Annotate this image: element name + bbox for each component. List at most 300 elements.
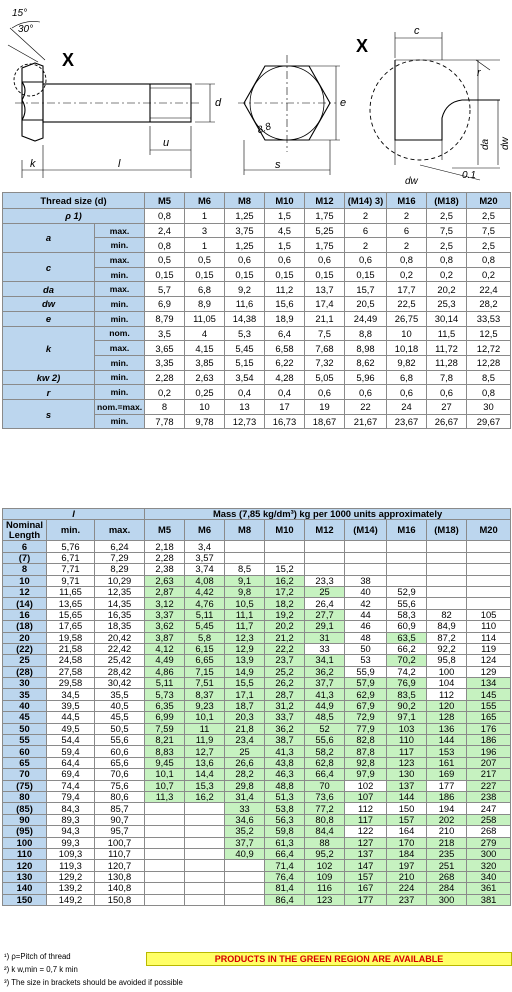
mass-value: 15,5 bbox=[225, 678, 265, 689]
mass-row bbox=[3, 678, 511, 689]
size-header: M5 bbox=[145, 193, 185, 209]
mass-value: 227 bbox=[467, 780, 511, 791]
mass-value: 11,3 bbox=[145, 791, 185, 802]
mass-value bbox=[145, 837, 185, 848]
dimension-value: 1,75 bbox=[305, 209, 345, 224]
mass-value: 340 bbox=[467, 871, 511, 882]
mass-value bbox=[427, 586, 467, 597]
mass-value: 120 bbox=[427, 700, 467, 711]
mass-value: 63,5 bbox=[387, 632, 427, 643]
mass-value: 81,4 bbox=[265, 883, 305, 894]
dimension-value: 13,7 bbox=[305, 282, 345, 297]
mass-row bbox=[3, 689, 511, 700]
dimension-value: 25,3 bbox=[427, 297, 467, 312]
mass-value: 51,3 bbox=[265, 791, 305, 802]
mass-value: 3,4 bbox=[185, 541, 225, 552]
length-min: 29,58 bbox=[47, 678, 95, 689]
mass-value: 28,2 bbox=[225, 769, 265, 780]
tolerance-label: 0.1 bbox=[462, 170, 476, 181]
dimension-value: 5,3 bbox=[225, 326, 265, 341]
mass-value: 102 bbox=[345, 780, 387, 791]
length-min: 54,4 bbox=[47, 735, 95, 746]
mass-value: 16,2 bbox=[265, 575, 305, 586]
dimension-value: 2 bbox=[387, 209, 427, 224]
mass-row bbox=[3, 757, 511, 768]
mass-value: 50 bbox=[345, 643, 387, 654]
dimension-value: 0,6 bbox=[265, 253, 305, 268]
mass-value: 37,7 bbox=[225, 837, 265, 848]
mass-value: 186 bbox=[427, 791, 467, 802]
size-header: (M18) bbox=[427, 193, 467, 209]
dimension-value: 10 bbox=[185, 399, 225, 414]
mass-value: 34,1 bbox=[305, 655, 345, 666]
dimension-value: 5,7 bbox=[145, 282, 185, 297]
mass-header-row-1 bbox=[3, 509, 511, 520]
mass-value: 3,62 bbox=[145, 621, 185, 632]
length-max: 75,6 bbox=[95, 780, 145, 791]
nominal-length: (22) bbox=[3, 643, 47, 654]
dimension-value: 21,67 bbox=[345, 414, 387, 429]
dimension-row bbox=[3, 399, 511, 414]
length-max: 55,6 bbox=[95, 735, 145, 746]
mass-value: 33 bbox=[305, 643, 345, 654]
length-max: 12,35 bbox=[95, 586, 145, 597]
dimension-value: 21,1 bbox=[305, 311, 345, 326]
size-header: M16 bbox=[387, 193, 427, 209]
dimension-value: 30,14 bbox=[427, 311, 467, 326]
mass-value: 3,57 bbox=[185, 552, 225, 563]
dim-d-label: d bbox=[215, 97, 222, 109]
mass-size-header: M20 bbox=[467, 520, 511, 541]
mass-value bbox=[145, 860, 185, 871]
mass-value: 29,8 bbox=[225, 780, 265, 791]
mass-value: 26,4 bbox=[305, 598, 345, 609]
mass-value: 44,9 bbox=[305, 700, 345, 711]
length-min: 17,65 bbox=[47, 621, 95, 632]
mass-value bbox=[145, 826, 185, 837]
mass-value bbox=[145, 803, 185, 814]
length-max: 30,42 bbox=[95, 678, 145, 689]
mass-value: 58,3 bbox=[387, 609, 427, 620]
mass-value: 10,1 bbox=[145, 769, 185, 780]
mass-value: 13,9 bbox=[225, 655, 265, 666]
mass-value: 5,8 bbox=[185, 632, 225, 643]
dimension-qualifier: min. bbox=[95, 370, 145, 385]
nominal-length: 70 bbox=[3, 769, 47, 780]
mass-value: 4,76 bbox=[185, 598, 225, 609]
mass-value: 10,1 bbox=[185, 712, 225, 723]
mass-value: 31,2 bbox=[265, 700, 305, 711]
mass-value: 224 bbox=[387, 883, 427, 894]
dimension-value: 10 bbox=[387, 326, 427, 341]
angle-bottom-label: 30° bbox=[18, 24, 34, 35]
dimension-value: 9,82 bbox=[387, 355, 427, 370]
mass-row bbox=[3, 735, 511, 746]
dimension-value: 26,75 bbox=[387, 311, 427, 326]
mass-value: 70,2 bbox=[387, 655, 427, 666]
mass-value: 5,11 bbox=[145, 678, 185, 689]
mass-value bbox=[265, 541, 305, 552]
dim-k-label: k bbox=[30, 158, 36, 170]
mass-value: 33 bbox=[225, 803, 265, 814]
dimension-value: 7,5 bbox=[467, 223, 511, 238]
bolt-head-front-view bbox=[238, 55, 340, 175]
mass-value: 23,4 bbox=[225, 735, 265, 746]
mass-value bbox=[467, 564, 511, 575]
mass-value: 137 bbox=[387, 780, 427, 791]
mass-value: 29,1 bbox=[305, 621, 345, 632]
dimension-value: 22 bbox=[345, 399, 387, 414]
mass-value: 56,3 bbox=[265, 814, 305, 825]
nominal-length: 35 bbox=[3, 689, 47, 700]
bolt-side-view bbox=[8, 22, 215, 178]
length-max: 50,5 bbox=[95, 723, 145, 734]
dimension-value: 0,6 bbox=[225, 253, 265, 268]
mass-value: 76,4 bbox=[265, 871, 305, 882]
mass-value: 9,1 bbox=[225, 575, 265, 586]
mass-value bbox=[345, 564, 387, 575]
dimension-value: 2,5 bbox=[467, 209, 511, 224]
dimension-value: 0,8 bbox=[467, 385, 511, 400]
mass-value: 153 bbox=[427, 746, 467, 757]
dimension-value: 11,72 bbox=[427, 341, 467, 356]
dimension-value: 3,54 bbox=[225, 370, 265, 385]
dimension-value: 5,05 bbox=[305, 370, 345, 385]
dimension-value: 12,73 bbox=[225, 414, 265, 429]
nominal-length: (18) bbox=[3, 621, 47, 632]
mass-value: 176 bbox=[467, 723, 511, 734]
mass-value: 9,23 bbox=[185, 700, 225, 711]
mass-value: 58,2 bbox=[305, 746, 345, 757]
mass-value: 12,3 bbox=[225, 632, 265, 643]
mass-value: 52,9 bbox=[387, 586, 427, 597]
mass-value: 218 bbox=[427, 837, 467, 848]
dimension-value: 26,67 bbox=[427, 414, 467, 429]
mass-row bbox=[3, 860, 511, 871]
mass-value: 210 bbox=[427, 826, 467, 837]
mass-value: 87,2 bbox=[427, 632, 467, 643]
nominal-length: (95) bbox=[3, 826, 47, 837]
mass-value: 177 bbox=[345, 894, 387, 905]
max-header: max. bbox=[95, 520, 145, 541]
dimension-value: 7,5 bbox=[305, 326, 345, 341]
dimension-value: 1 bbox=[185, 238, 225, 253]
dimension-value: 8,5 bbox=[467, 370, 511, 385]
nominal-length: 20 bbox=[3, 632, 47, 643]
mass-value: 157 bbox=[387, 814, 427, 825]
mass-value: 9,8 bbox=[225, 586, 265, 597]
mass-value: 97,1 bbox=[387, 712, 427, 723]
mass-row bbox=[3, 643, 511, 654]
dimension-value: 6,58 bbox=[265, 341, 305, 356]
mass-value bbox=[145, 894, 185, 905]
mass-value: 25,2 bbox=[265, 666, 305, 677]
mass-value: 186 bbox=[467, 735, 511, 746]
mass-value: 60,9 bbox=[387, 621, 427, 632]
mass-value: 27,7 bbox=[305, 609, 345, 620]
mass-value: 83,5 bbox=[387, 689, 427, 700]
length-max: 40,5 bbox=[95, 700, 145, 711]
mass-value: 35,2 bbox=[225, 826, 265, 837]
mass-value: 6,35 bbox=[145, 700, 185, 711]
dimension-row bbox=[3, 297, 511, 312]
mass-value: 258 bbox=[467, 814, 511, 825]
nominal-length: 90 bbox=[3, 814, 47, 825]
length-max: 70,6 bbox=[95, 769, 145, 780]
mass-value: 2,87 bbox=[145, 586, 185, 597]
nominal-length: 80 bbox=[3, 791, 47, 802]
mass-value bbox=[305, 564, 345, 575]
mass-value: 4,86 bbox=[145, 666, 185, 677]
mass-value bbox=[185, 883, 225, 894]
dimension-qualifier: max. bbox=[95, 253, 145, 268]
mass-value: 197 bbox=[387, 860, 427, 871]
dimension-row bbox=[3, 370, 511, 385]
mass-value: 23,7 bbox=[265, 655, 305, 666]
nominal-length: 130 bbox=[3, 871, 47, 882]
nominal-length: 12 bbox=[3, 586, 47, 597]
dimension-qualifier: min. bbox=[95, 355, 145, 370]
mass-value: 284 bbox=[427, 883, 467, 894]
mass-value bbox=[427, 552, 467, 563]
dimension-value: 1,25 bbox=[225, 238, 265, 253]
length-min: 109,3 bbox=[47, 848, 95, 859]
length-min: 27,58 bbox=[47, 666, 95, 677]
dimension-value: 22,5 bbox=[387, 297, 427, 312]
dimension-value: 11,6 bbox=[225, 297, 265, 312]
mass-value: 37,7 bbox=[305, 678, 345, 689]
mass-value: 26,6 bbox=[225, 757, 265, 768]
mass-value: 105 bbox=[467, 609, 511, 620]
dimension-name: ρ 1) bbox=[3, 209, 145, 224]
mass-value: 202 bbox=[427, 814, 467, 825]
mass-value: 88 bbox=[305, 837, 345, 848]
min-header: min. bbox=[47, 520, 95, 541]
dimension-value: 3,65 bbox=[145, 341, 185, 356]
mass-value: 210 bbox=[387, 871, 427, 882]
mass-value: 100 bbox=[427, 666, 467, 677]
dimension-value: 9,2 bbox=[225, 282, 265, 297]
dimension-value: 33,53 bbox=[467, 311, 511, 326]
mass-value: 102 bbox=[305, 860, 345, 871]
dimension-value: 10,18 bbox=[387, 341, 427, 356]
mass-value: 161 bbox=[427, 757, 467, 768]
dimension-qualifier: min. bbox=[95, 385, 145, 400]
dimension-value: 12,72 bbox=[467, 341, 511, 356]
length-max: 80,6 bbox=[95, 791, 145, 802]
dimension-name: kw 2) bbox=[3, 370, 95, 385]
nominal-length: 45 bbox=[3, 712, 47, 723]
mass-value: 196 bbox=[467, 746, 511, 757]
mass-value: 73,6 bbox=[305, 791, 345, 802]
mass-value: 38,7 bbox=[265, 735, 305, 746]
dimension-value: 24,49 bbox=[345, 311, 387, 326]
nominal-length: (85) bbox=[3, 803, 47, 814]
nominal-length: 30 bbox=[3, 678, 47, 689]
mass-value: 238 bbox=[467, 791, 511, 802]
dimension-value: 12,5 bbox=[467, 326, 511, 341]
length-min: 129,2 bbox=[47, 871, 95, 882]
dimension-value: 1,5 bbox=[265, 209, 305, 224]
dimension-value: 1 bbox=[185, 209, 225, 224]
mass-value: 62,8 bbox=[305, 757, 345, 768]
mass-value: 92,2 bbox=[427, 643, 467, 654]
mass-row bbox=[3, 621, 511, 632]
mass-value: 18,2 bbox=[265, 598, 305, 609]
mass-value: 129 bbox=[467, 666, 511, 677]
mass-value bbox=[345, 552, 387, 563]
dimension-value: 18,9 bbox=[265, 311, 305, 326]
dimension-qualifier: min. bbox=[95, 297, 145, 312]
size-header: M8 bbox=[225, 193, 265, 209]
mass-value: 40,9 bbox=[225, 848, 265, 859]
dimension-row bbox=[3, 326, 511, 341]
dimension-value: 7,5 bbox=[427, 223, 467, 238]
dimension-value: 2 bbox=[387, 238, 427, 253]
mass-value: 124 bbox=[467, 655, 511, 666]
mass-row bbox=[3, 780, 511, 791]
dimension-value: 12,28 bbox=[467, 355, 511, 370]
mass-value: 66,4 bbox=[265, 848, 305, 859]
nominal-length: 10 bbox=[3, 575, 47, 586]
length-min: 7,71 bbox=[47, 564, 95, 575]
dimension-value: 7,68 bbox=[305, 341, 345, 356]
length-min: 15,65 bbox=[47, 609, 95, 620]
dimension-value: 1,25 bbox=[225, 209, 265, 224]
mass-value: 20,2 bbox=[265, 621, 305, 632]
mass-value: 150 bbox=[387, 803, 427, 814]
mass-value: 41,3 bbox=[305, 689, 345, 700]
mass-value: 48,8 bbox=[265, 780, 305, 791]
mass-value: 147 bbox=[345, 860, 387, 871]
mass-value: 72,9 bbox=[345, 712, 387, 723]
dim-u-label: u bbox=[163, 137, 170, 149]
mass-value: 71,4 bbox=[265, 860, 305, 871]
nominal-length: 16 bbox=[3, 609, 47, 620]
length-min: 13,65 bbox=[47, 598, 95, 609]
length-l-header: l bbox=[3, 509, 145, 520]
mass-value: 9,45 bbox=[145, 757, 185, 768]
mass-value: 95,8 bbox=[427, 655, 467, 666]
length-max: 16,35 bbox=[95, 609, 145, 620]
dimension-value: 6,8 bbox=[387, 370, 427, 385]
dimension-value: 0,15 bbox=[145, 267, 185, 282]
mass-value: 82,8 bbox=[345, 735, 387, 746]
mass-value bbox=[467, 586, 511, 597]
mass-value: 184 bbox=[387, 848, 427, 859]
dim-dw-label: dw bbox=[500, 137, 511, 150]
dimension-value: 0,6 bbox=[387, 385, 427, 400]
mass-value: 145 bbox=[467, 689, 511, 700]
dimension-value: 3,75 bbox=[225, 223, 265, 238]
dimension-value: 0,8 bbox=[387, 253, 427, 268]
mass-row bbox=[3, 837, 511, 848]
dimension-value: 5,45 bbox=[225, 341, 265, 356]
length-min: 64,4 bbox=[47, 757, 95, 768]
dimension-name: k bbox=[3, 326, 95, 370]
mass-value: 12,7 bbox=[185, 746, 225, 757]
mass-value: 194 bbox=[427, 803, 467, 814]
length-min: 24,58 bbox=[47, 655, 95, 666]
mass-value: 4,08 bbox=[185, 575, 225, 586]
dimension-value: 4,15 bbox=[185, 341, 225, 356]
dimension-value: 23,67 bbox=[387, 414, 427, 429]
mass-value: 44 bbox=[345, 609, 387, 620]
mass-value: 36,2 bbox=[305, 666, 345, 677]
dimension-value: 0,25 bbox=[185, 385, 225, 400]
mass-value: 107 bbox=[345, 791, 387, 802]
dimension-value: 0,5 bbox=[145, 253, 185, 268]
dimension-qualifier: min. bbox=[95, 311, 145, 326]
mass-value: 43,8 bbox=[265, 757, 305, 768]
mass-value bbox=[225, 871, 265, 882]
mass-value: 103 bbox=[387, 723, 427, 734]
mass-value: 137 bbox=[345, 848, 387, 859]
thread-size-header: Thread size (d) bbox=[3, 193, 145, 209]
dimension-name: s bbox=[3, 399, 95, 428]
dimension-value: 0,6 bbox=[427, 385, 467, 400]
dimension-qualifier: min. bbox=[95, 414, 145, 429]
size-header: (M14) 3) bbox=[345, 193, 387, 209]
dimension-qualifier: max. bbox=[95, 223, 145, 238]
mass-value: 117 bbox=[345, 814, 387, 825]
dimension-value: 0,15 bbox=[305, 267, 345, 282]
mass-row bbox=[3, 609, 511, 620]
dimension-value: 8,98 bbox=[345, 341, 387, 356]
mass-value: 165 bbox=[467, 712, 511, 723]
mass-value: 17,2 bbox=[265, 586, 305, 597]
length-min: 79,4 bbox=[47, 791, 95, 802]
mass-value bbox=[467, 598, 511, 609]
dimension-value: 2,5 bbox=[467, 238, 511, 253]
length-min: 39,5 bbox=[47, 700, 95, 711]
dimension-name: dw bbox=[3, 297, 95, 312]
dimension-value: 4 bbox=[185, 326, 225, 341]
mass-row bbox=[3, 826, 511, 837]
mass-row bbox=[3, 564, 511, 575]
mass-value bbox=[185, 860, 225, 871]
mass-value: 279 bbox=[467, 837, 511, 848]
length-min: 19,58 bbox=[47, 632, 95, 643]
mass-title-header: Mass (7,85 kg/dm³) kg per 1000 units approximately bbox=[145, 509, 511, 520]
dimension-value: 3,5 bbox=[145, 326, 185, 341]
nominal-length: 40 bbox=[3, 700, 47, 711]
mass-value: 23,3 bbox=[305, 575, 345, 586]
mass-value: 17,1 bbox=[225, 689, 265, 700]
length-max: 60,6 bbox=[95, 746, 145, 757]
mass-value: 235 bbox=[427, 848, 467, 859]
mass-value bbox=[305, 541, 345, 552]
dimension-value: 8,9 bbox=[185, 297, 225, 312]
mass-value bbox=[185, 826, 225, 837]
dim-da-label: da bbox=[480, 138, 491, 150]
mass-row bbox=[3, 791, 511, 802]
nominal-length: 60 bbox=[3, 746, 47, 757]
mass-value: 77,9 bbox=[345, 723, 387, 734]
mass-value: 84,9 bbox=[427, 621, 467, 632]
mass-value bbox=[185, 871, 225, 882]
dimension-value: 17,4 bbox=[305, 297, 345, 312]
mass-value: 70 bbox=[305, 780, 345, 791]
footnote-brackets: ³) The size in brackets should be avoided if possible bbox=[4, 978, 183, 987]
dimension-value: 8,62 bbox=[345, 355, 387, 370]
nominal-length: 150 bbox=[3, 894, 47, 905]
dimension-value: 13 bbox=[225, 399, 265, 414]
nominal-length-header: Nominal Length bbox=[3, 520, 47, 541]
dimension-value: 11,5 bbox=[427, 326, 467, 341]
nominal-length: (7) bbox=[3, 552, 47, 563]
mass-value: 36,2 bbox=[265, 723, 305, 734]
